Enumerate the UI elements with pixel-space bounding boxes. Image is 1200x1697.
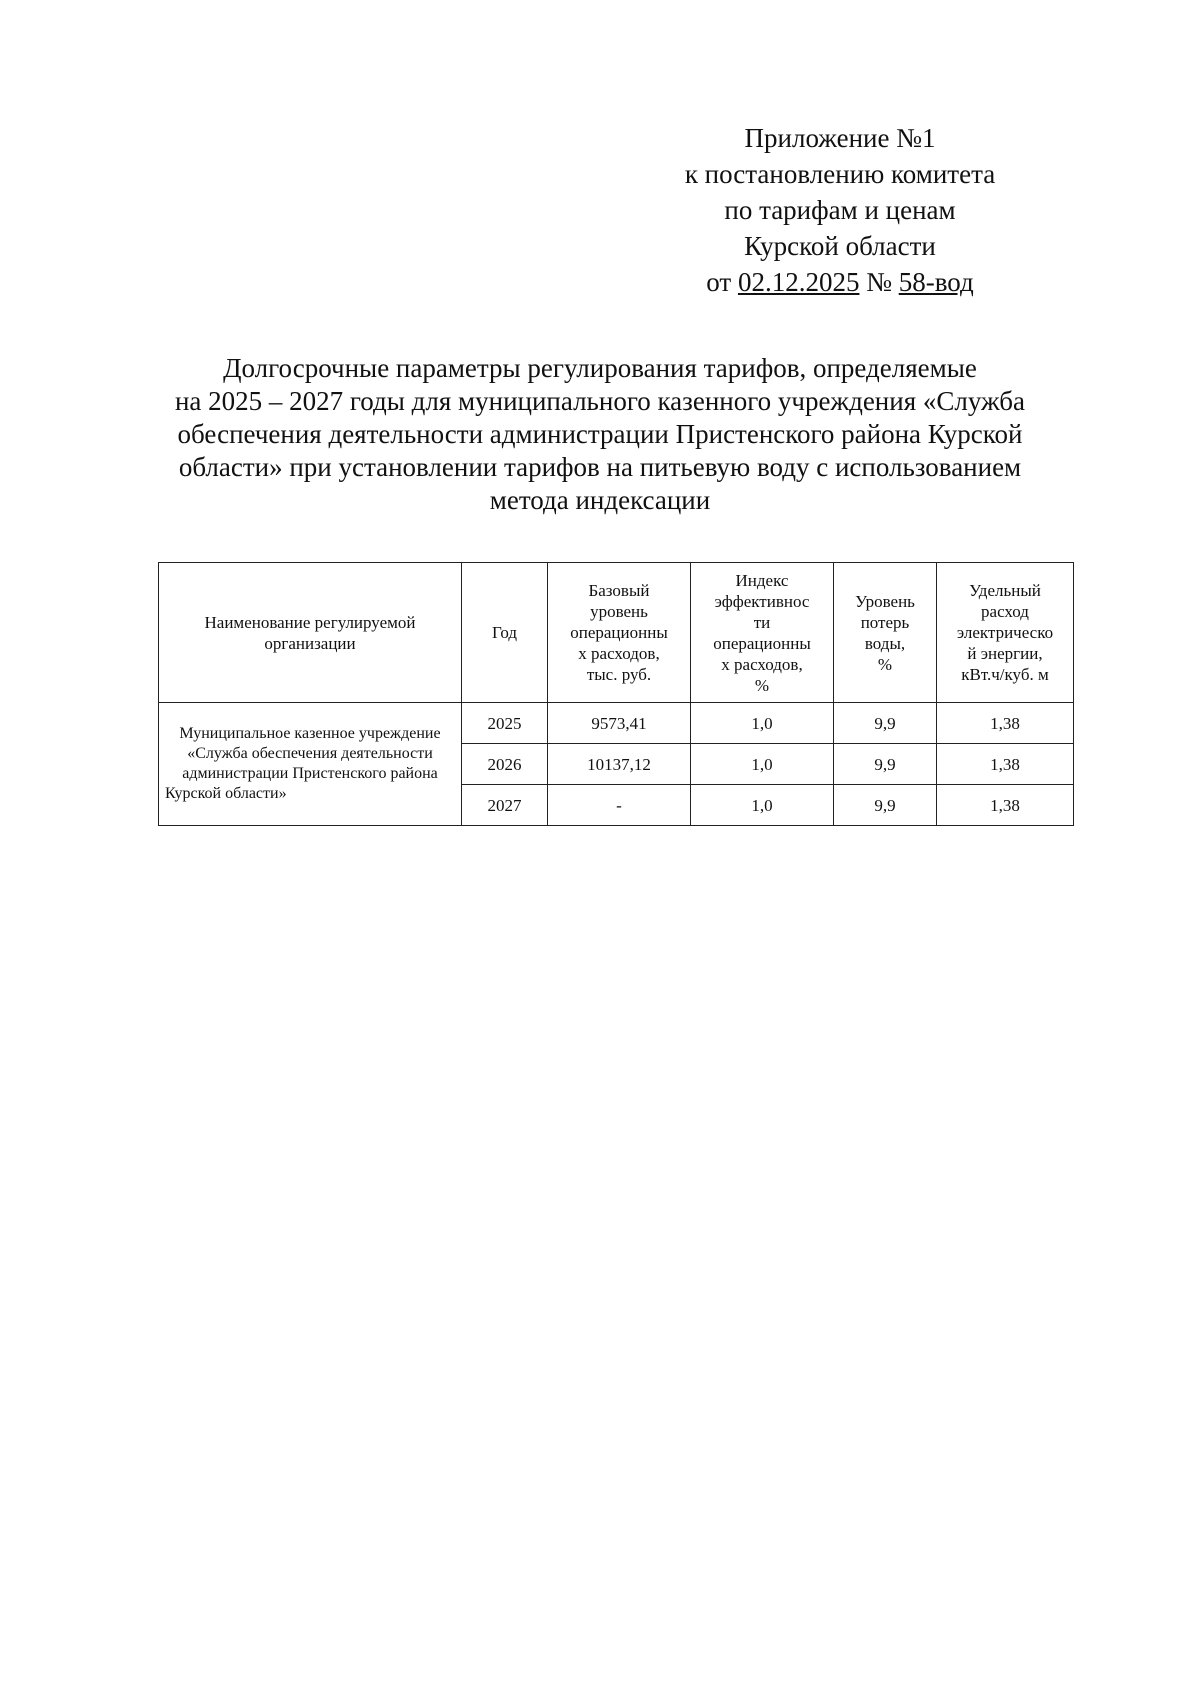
parameters-table: [158, 562, 1074, 826]
water-loss-cell: 9,9: [834, 703, 937, 744]
appendix-resolution-ref: к постановлению комитета: [684, 159, 996, 189]
header-base-costs: Базовый уровень операционны х расходов, тыс. руб.: [548, 563, 691, 703]
number-sign: №: [866, 267, 892, 297]
specific-energy-cell: 1,38: [937, 785, 1074, 826]
date-prefix: от: [706, 267, 732, 297]
efficiency-index-cell: 1,0: [691, 703, 834, 744]
appendix-date-line: [620, 264, 1060, 300]
appendix-committee: по тарифам и ценам: [724, 195, 956, 225]
resolution-date: 02.12.2025: [737, 267, 860, 297]
water-loss-cell: 9,9: [834, 785, 937, 826]
header-water-loss: Уровень потерь воды, %: [834, 563, 937, 703]
base-costs-cell: -: [548, 785, 691, 826]
water-loss-cell: 9,9: [834, 744, 937, 785]
year-cell: 2025: [462, 703, 548, 744]
title-line: обеспечения деятельности администрации Пристенского района Курской: [177, 419, 1023, 449]
header-specific-energy: Удельный расход электрическо й энергии, кВт.ч/куб. м: [937, 563, 1074, 703]
organization-name-cell: Муниципальное казенное учреждение «Служба обеспечения деятельности администрации Пристенского района Курской области»: [159, 703, 462, 826]
efficiency-index-cell: 1,0: [691, 744, 834, 785]
header-efficiency-index: Индекс эффективнос ти операционны х расходов, %: [691, 563, 834, 703]
year-cell: 2027: [462, 785, 548, 826]
title-line: метода индексации: [489, 485, 711, 515]
appendix-header: [620, 120, 1060, 300]
year-cell: 2026: [462, 744, 548, 785]
appendix-region: Курской области: [744, 231, 936, 261]
specific-energy-cell: 1,38: [937, 703, 1074, 744]
header-year: Год: [462, 563, 548, 703]
efficiency-index-cell: 1,0: [691, 785, 834, 826]
resolution-number: 58-вод: [898, 267, 974, 297]
table-header-row: [159, 563, 1074, 703]
header-organization: Наименование регулируемой организации: [159, 563, 462, 703]
title-line: Долгосрочные параметры регулирования тарифов, определяемые: [223, 353, 977, 383]
title-line: на 2025 – 2027 годы для муниципального казенного учреждения «Служба: [174, 386, 1026, 416]
base-costs-cell: 9573,41: [548, 703, 691, 744]
document-title: [140, 352, 1060, 517]
base-costs-cell: 10137,12: [548, 744, 691, 785]
specific-energy-cell: 1,38: [937, 744, 1074, 785]
title-line: области» при установлении тарифов на питьевую воду с использованием: [178, 452, 1022, 482]
table-row: [159, 703, 1074, 744]
appendix-number: Приложение №1: [744, 123, 936, 153]
